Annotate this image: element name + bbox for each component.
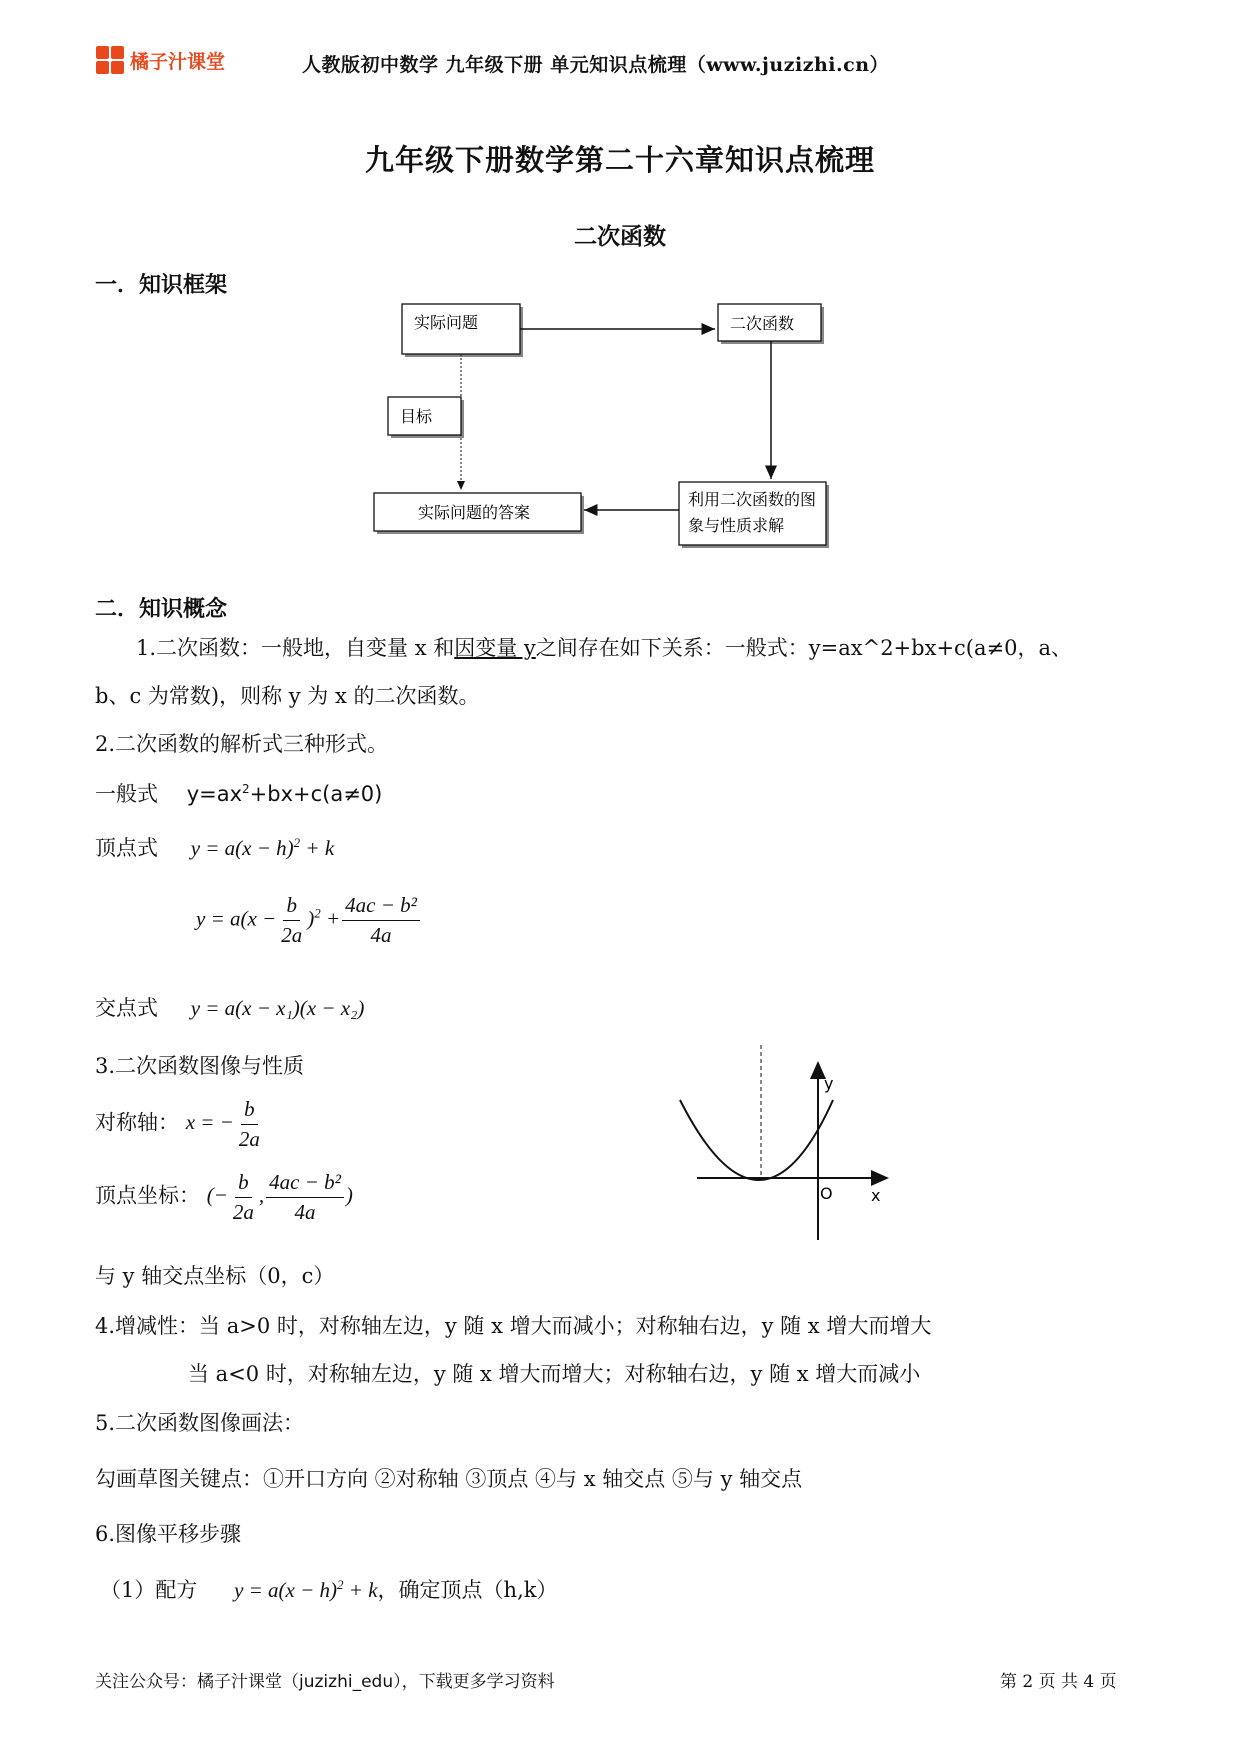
paragraph-3: 3.二次函数图像与性质 [95, 1054, 305, 1078]
vc-frac2 [266, 1170, 344, 1225]
logo-icon [96, 46, 124, 74]
shift-step-1-formula [234, 1578, 377, 1602]
shift-step-1-label: （1）配方 [100, 1578, 198, 1602]
gf-a: y=ax [186, 782, 243, 806]
axis-formula [185, 1097, 265, 1151]
axis-frac-den: 2a [238, 1127, 260, 1151]
vf2-b: ) [307, 906, 315, 931]
box-quadratic-label: 二次函数 [730, 314, 795, 333]
vf2-frac-den: 2a [281, 923, 303, 947]
y-intercept: 与 y 轴交点坐标（0，c） [95, 1264, 335, 1288]
section-heading-concepts: 二．知识概念 [95, 596, 228, 622]
paragraph-1-line-2: b、c 为常数)，则称 y 为 x 的二次函数。 [95, 684, 480, 708]
y-axis-label: y [824, 1074, 834, 1093]
logo-text: 橘子汁课堂 [130, 50, 226, 73]
vf2-frac2-den: 4a [370, 923, 392, 947]
page-subtitle: 二次函数 [574, 223, 666, 250]
intercept-form-formula: y = a(x − x₁)(x − x₂) [190, 996, 365, 1020]
axis-label: 对称轴： [95, 1110, 179, 1135]
paragraph-1-line-1 [136, 632, 1072, 662]
paragraph-6: 6.图像平移步骤 [95, 1522, 242, 1546]
vf2-a: y = a(x − [196, 906, 277, 931]
vc-open: (− [206, 1183, 228, 1208]
monotonicity-line-2: 当 a<0 时，对称轴左边，y 随 x 增大而增大；对称轴右边，y 随 x 增大而减小 [188, 1362, 921, 1386]
general-form-formula [187, 782, 383, 806]
intercept-form-label: 交点式 [95, 996, 158, 1020]
vf2-sup: 2 [314, 905, 321, 921]
box-practical-label: 实际问题 [414, 313, 479, 332]
general-form-label: 一般式 [95, 782, 158, 806]
axis-frac-num: b [241, 1097, 258, 1125]
paragraph-2: 2.二次函数的解析式三种形式。 [95, 732, 389, 756]
box-answer-label: 实际问题的答案 [418, 503, 531, 522]
vc-close: ) [345, 1183, 353, 1208]
origin-label: O [820, 1184, 833, 1203]
vertex-coordinates [95, 1170, 353, 1225]
vertex-coord-formula [206, 1170, 353, 1224]
s1-sup: 2 [337, 1577, 344, 1592]
vertex-form-label: 顶点式 [95, 836, 158, 860]
axis-of-symmetry [95, 1097, 265, 1152]
sketch-key-points: 勾画草图关键点：①开口方向 ②对称轴 ③顶点 ④与 x 轴交点 ⑤与 y 轴交点 [95, 1467, 803, 1491]
p1-text-a: 1.二次函数：一般地，自变量 x 和 [136, 636, 455, 660]
box-goal-label: 目标 [400, 407, 433, 426]
vf2-plus: + [325, 906, 341, 931]
s1-a: y = a(x − h) [234, 1578, 338, 1602]
shift-step-1-tail: ，确定顶点（h,k） [377, 1578, 558, 1602]
vc-frac1-num: b [235, 1170, 252, 1198]
axis-formula-a: x = − [185, 1110, 234, 1135]
vf2-frac [278, 893, 305, 948]
box-solve-label-2: 象与性质求解 [688, 516, 785, 535]
vf-b: + k [300, 836, 335, 860]
vc-frac2-num: 4ac − b² [266, 1170, 344, 1198]
general-form [95, 778, 382, 808]
brand-logo [96, 46, 225, 74]
footer-note: 关注公众号：橘子汁课堂（juzizhi_edu），下载更多学习资料 [95, 1672, 555, 1692]
knowledge-framework-diagram [360, 298, 880, 558]
parabola-curve [680, 1100, 833, 1180]
page-number: 第 2 页 共 4 页 [1000, 1672, 1117, 1692]
vc-comma: , [258, 1183, 265, 1208]
parabola-graph [675, 1045, 915, 1245]
section-heading-framework: 一．知识框架 [95, 272, 228, 298]
gf-sup: 2 [242, 782, 250, 796]
header-title: 人教版初中数学 九年级下册 单元知识点梳理（www.juzizhi.cn） [302, 54, 890, 76]
vf-a: y = a(x − h) [190, 836, 294, 860]
vertex-coord-label: 顶点坐标： [95, 1183, 200, 1208]
shift-step-1 [100, 1574, 557, 1604]
vertex-form [95, 832, 334, 862]
paragraph-5: 5.二次函数图像画法： [95, 1411, 305, 1435]
vf2-frac2-num: 4ac − b² [342, 893, 420, 921]
vertex-form-expanded [196, 893, 422, 948]
vf-sup: 2 [293, 835, 301, 850]
intercept-form [95, 992, 364, 1022]
vc-frac1 [230, 1170, 257, 1225]
s1-b: + k [343, 1578, 378, 1602]
axis-frac [236, 1097, 263, 1152]
gf-b: +bx+c(a≠0) [249, 782, 383, 806]
box-solve-label-1: 利用二次函数的图 [688, 490, 817, 509]
p1-text-b: 之间存在如下关系：一般式：y=ax^2+bx+c(a≠0，a、 [535, 636, 1072, 660]
monotonicity-line-1: 4.增减性：当 a>0 时，对称轴左边，y 随 x 增大而减小；对称轴右边，y 随 x 增大而增大 [95, 1314, 932, 1338]
vc-frac2-den: 4a [294, 1200, 316, 1224]
vertex-form-formula [191, 836, 334, 860]
vc-frac1-den: 2a [232, 1200, 254, 1224]
page-title: 九年级下册数学第二十六章知识点梳理 [364, 143, 875, 177]
p1-underlined: 因变量 y [454, 636, 536, 660]
vf2-frac2 [342, 893, 420, 948]
x-axis-label: x [871, 1186, 881, 1205]
vf2-frac-num: b [283, 893, 300, 921]
